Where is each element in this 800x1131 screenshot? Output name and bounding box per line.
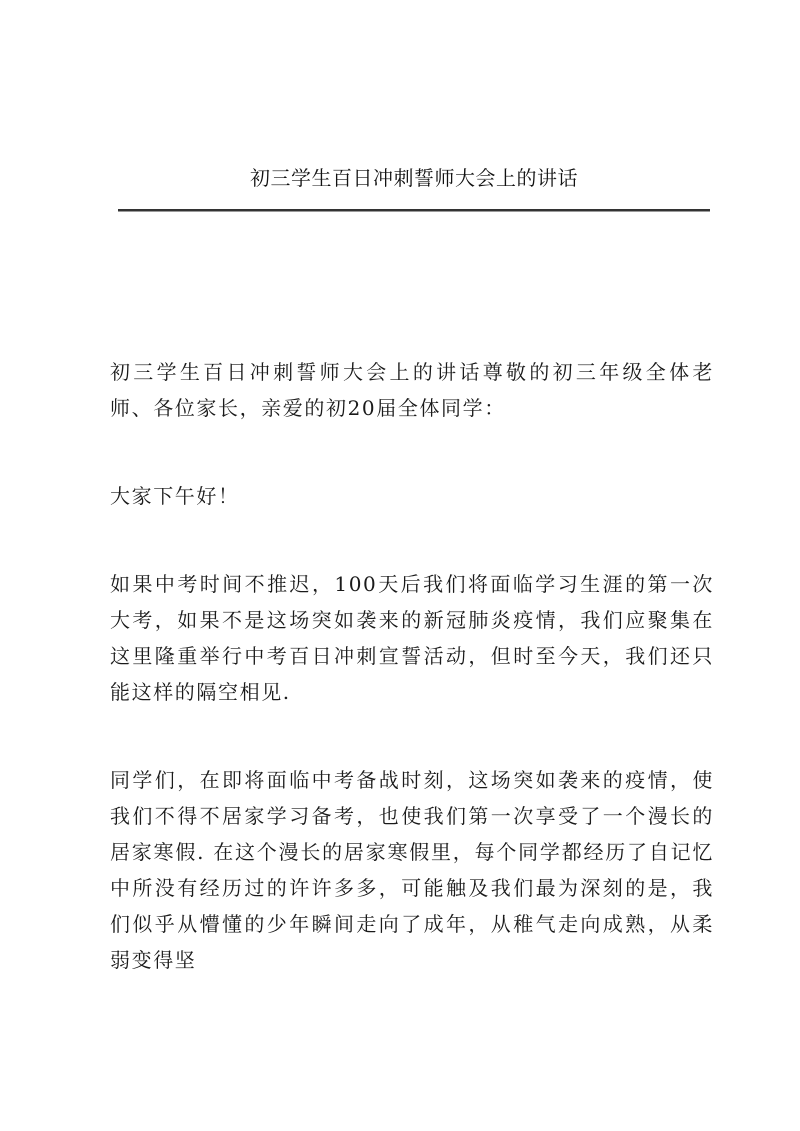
document-body [110, 354, 714, 1030]
paragraph-exam-context: 如果中考时间不推迟，100天后我们将面临学习生涯的第一次大考，如果不是这场突如袭来的新冠肺炎疫情，我们应聚集在这里隆重举行中考百日冲刺宣誓活动，但时至今天，我们还只能这样的隔空相见. [110, 572, 714, 704]
paragraph-home-study: 同学们，在即将面临中考备战时刻，这场突如袭来的疫情，使我们不得不居家学习备考，也使我们第一次享受了一个漫长的居家寒假. 在这个漫长的居家寒假里，每个同学都经历了自记忆中所没有经历过的许许多多，可能触及我们最为深刻的是，我们似乎从懵懂的少年瞬间走向了成年，从稚气走向成熟，从柔弱变得坚 [110, 768, 714, 972]
document-title: 初三学生百日冲刺誓师大会上的讲话 [250, 166, 578, 190]
paragraph-greeting: 大家下午好！ [110, 484, 240, 508]
paragraph-greeting-salutation: 初三学生百日冲刺誓师大会上的讲话尊敬的初三年级全体老师、各位家长，亲爱的初20届全体同学： [110, 360, 714, 420]
title-divider [118, 209, 710, 212]
